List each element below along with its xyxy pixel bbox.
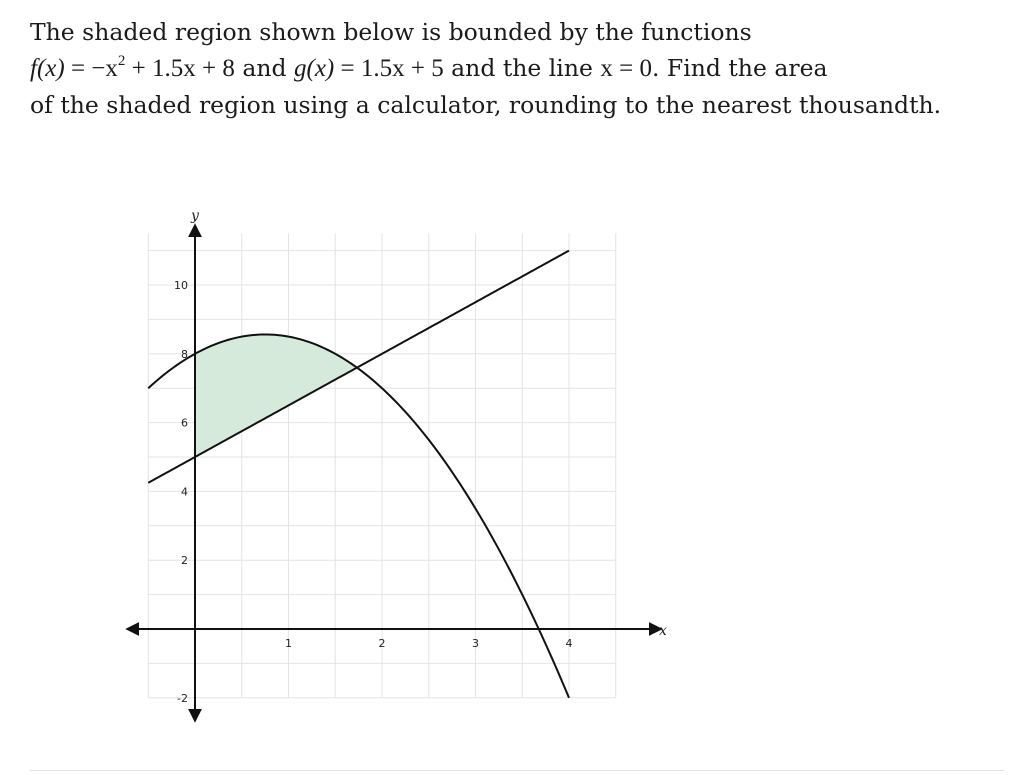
and-text-1: and [234, 54, 294, 82]
x-tick-label: 4 [565, 637, 573, 650]
y-tick-label: 2 [181, 554, 188, 568]
problem-text-line-3: of the shaded region using a calculator, rounding to the nearest thousandth. [30, 91, 942, 119]
x-tick-label: 3 [472, 637, 479, 650]
problem-text-line-2-tail: . Find the area [651, 54, 828, 82]
y-tick-label: 4 [181, 485, 188, 499]
bottom-divider [30, 770, 1004, 771]
y-tick-label: 6 [181, 416, 188, 430]
x-tick-label: 2 [378, 637, 386, 650]
y-tick-label: 8 [181, 347, 188, 361]
line-equation: x = 0 [600, 55, 652, 82]
y-tick-label: -2 [177, 691, 188, 705]
curves [148, 251, 569, 698]
x-tick-label: 1 [285, 637, 292, 650]
g-lhs: g(x) [294, 55, 335, 82]
f-lhs: f(x) [30, 55, 65, 82]
y-axis-label: y [191, 208, 199, 224]
x-axis-label: x [659, 623, 667, 639]
problem-text-line-1: The shaded region shown below is bounded by the functions [30, 18, 752, 46]
f-rhs-b: + 1.5x + 8 [125, 55, 235, 82]
f-rhs-a: = −x [70, 55, 118, 82]
y-tick-label: 10 [174, 279, 188, 292]
f-exponent: 2 [117, 52, 126, 69]
and-text-2: and the line [443, 54, 601, 82]
g-rhs: = 1.5x + 5 [334, 55, 444, 82]
